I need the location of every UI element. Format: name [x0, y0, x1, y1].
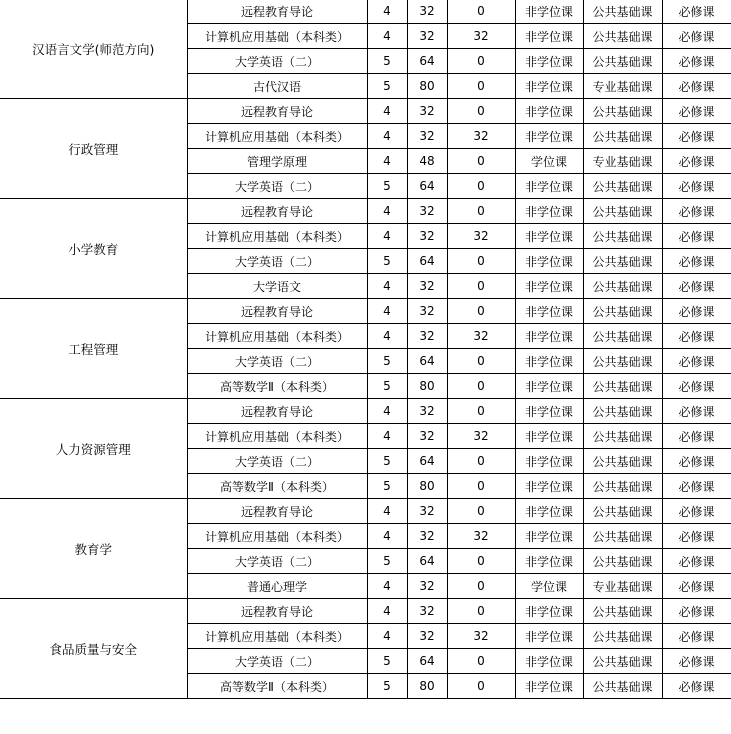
course-name-cell: 远程教育导论 — [187, 499, 367, 524]
course-category-cell: 公共基础课 — [583, 224, 662, 249]
course-name-cell: 计算机应用基础（本科类） — [187, 24, 367, 49]
course-category-cell: 公共基础课 — [583, 299, 662, 324]
course-category-cell: 专业基础课 — [583, 149, 662, 174]
hours-cell: 80 — [407, 374, 447, 399]
degree-type-cell: 非学位课 — [515, 674, 583, 699]
major-name-cell: 人力资源管理 — [0, 399, 187, 499]
requirement-cell: 必修课 — [662, 424, 731, 449]
course-name-cell: 大学语文 — [187, 274, 367, 299]
hours-cell: 80 — [407, 74, 447, 99]
requirement-cell: 必修课 — [662, 449, 731, 474]
credits-cell: 4 — [367, 499, 407, 524]
lab-hours-cell: 32 — [447, 524, 515, 549]
hours-cell: 32 — [407, 324, 447, 349]
degree-type-cell: 非学位课 — [515, 299, 583, 324]
requirement-cell: 必修课 — [662, 299, 731, 324]
course-name-cell: 计算机应用基础（本科类） — [187, 524, 367, 549]
requirement-cell: 必修课 — [662, 49, 731, 74]
hours-cell: 32 — [407, 599, 447, 624]
credits-cell: 4 — [367, 274, 407, 299]
lab-hours-cell: 0 — [447, 549, 515, 574]
credits-cell: 4 — [367, 599, 407, 624]
degree-type-cell: 非学位课 — [515, 374, 583, 399]
lab-hours-cell: 0 — [447, 374, 515, 399]
requirement-cell: 必修课 — [662, 149, 731, 174]
table-row — [0, 199, 731, 224]
course-category-cell: 专业基础课 — [583, 74, 662, 99]
hours-cell: 32 — [407, 0, 447, 24]
course-name-cell: 大学英语（二） — [187, 449, 367, 474]
hours-cell: 48 — [407, 149, 447, 174]
lab-hours-cell: 0 — [447, 474, 515, 499]
course-name-cell: 计算机应用基础（本科类） — [187, 124, 367, 149]
requirement-cell: 必修课 — [662, 599, 731, 624]
course-category-cell: 公共基础课 — [583, 624, 662, 649]
degree-type-cell: 非学位课 — [515, 274, 583, 299]
table-row — [0, 0, 731, 24]
hours-cell: 32 — [407, 299, 447, 324]
course-name-cell: 高等数学Ⅱ（本科类） — [187, 474, 367, 499]
hours-cell: 32 — [407, 399, 447, 424]
course-name-cell: 远程教育导论 — [187, 199, 367, 224]
credits-cell: 4 — [367, 399, 407, 424]
degree-type-cell: 非学位课 — [515, 199, 583, 224]
requirement-cell: 必修课 — [662, 674, 731, 699]
lab-hours-cell: 0 — [447, 249, 515, 274]
credits-cell: 4 — [367, 624, 407, 649]
requirement-cell: 必修课 — [662, 349, 731, 374]
credits-cell: 5 — [367, 349, 407, 374]
credits-cell: 4 — [367, 224, 407, 249]
course-category-cell: 公共基础课 — [583, 524, 662, 549]
credits-cell: 5 — [367, 649, 407, 674]
degree-type-cell: 非学位课 — [515, 649, 583, 674]
lab-hours-cell: 0 — [447, 649, 515, 674]
degree-type-cell: 非学位课 — [515, 599, 583, 624]
course-category-cell: 公共基础课 — [583, 374, 662, 399]
lab-hours-cell: 32 — [447, 624, 515, 649]
credits-cell: 4 — [367, 99, 407, 124]
requirement-cell: 必修课 — [662, 474, 731, 499]
course-name-cell: 大学英语（二） — [187, 249, 367, 274]
lab-hours-cell: 0 — [447, 149, 515, 174]
course-name-cell: 远程教育导论 — [187, 299, 367, 324]
degree-type-cell: 非学位课 — [515, 324, 583, 349]
course-name-cell: 远程教育导论 — [187, 0, 367, 24]
major-name-cell: 行政管理 — [0, 99, 187, 199]
major-name-cell: 小学教育 — [0, 199, 187, 299]
credits-cell: 5 — [367, 549, 407, 574]
course-name-cell: 计算机应用基础（本科类） — [187, 624, 367, 649]
requirement-cell: 必修课 — [662, 499, 731, 524]
requirement-cell: 必修课 — [662, 649, 731, 674]
major-name-cell: 工程管理 — [0, 299, 187, 399]
course-name-cell: 远程教育导论 — [187, 599, 367, 624]
degree-type-cell: 学位课 — [515, 149, 583, 174]
requirement-cell: 必修课 — [662, 0, 731, 24]
course-name-cell: 高等数学Ⅱ（本科类） — [187, 374, 367, 399]
credits-cell: 5 — [367, 74, 407, 99]
hours-cell: 32 — [407, 499, 447, 524]
credits-cell: 5 — [367, 249, 407, 274]
credits-cell: 5 — [367, 674, 407, 699]
credits-cell: 5 — [367, 374, 407, 399]
major-name-cell: 教育学 — [0, 499, 187, 599]
course-category-cell: 公共基础课 — [583, 549, 662, 574]
hours-cell: 64 — [407, 549, 447, 574]
credits-cell: 4 — [367, 574, 407, 599]
hours-cell: 32 — [407, 124, 447, 149]
course-name-cell: 大学英语（二） — [187, 349, 367, 374]
course-category-cell: 公共基础课 — [583, 99, 662, 124]
course-name-cell: 大学英语（二） — [187, 549, 367, 574]
credits-cell: 4 — [367, 124, 407, 149]
course-category-cell: 公共基础课 — [583, 424, 662, 449]
course-category-cell: 公共基础课 — [583, 474, 662, 499]
lab-hours-cell: 32 — [447, 324, 515, 349]
table-row — [0, 99, 731, 124]
degree-type-cell: 非学位课 — [515, 624, 583, 649]
course-name-cell: 计算机应用基础（本科类） — [187, 224, 367, 249]
requirement-cell: 必修课 — [662, 374, 731, 399]
requirement-cell: 必修课 — [662, 224, 731, 249]
lab-hours-cell: 0 — [447, 449, 515, 474]
degree-type-cell: 非学位课 — [515, 49, 583, 74]
lab-hours-cell: 0 — [447, 399, 515, 424]
lab-hours-cell: 0 — [447, 574, 515, 599]
hours-cell: 80 — [407, 674, 447, 699]
lab-hours-cell: 0 — [447, 49, 515, 74]
lab-hours-cell: 32 — [447, 24, 515, 49]
major-name-cell: 食品质量与安全 — [0, 599, 187, 699]
degree-type-cell: 非学位课 — [515, 474, 583, 499]
hours-cell: 32 — [407, 199, 447, 224]
lab-hours-cell: 0 — [447, 0, 515, 24]
requirement-cell: 必修课 — [662, 249, 731, 274]
degree-type-cell: 非学位课 — [515, 524, 583, 549]
credits-cell: 4 — [367, 524, 407, 549]
course-category-cell: 公共基础课 — [583, 124, 662, 149]
degree-type-cell: 非学位课 — [515, 499, 583, 524]
degree-type-cell: 非学位课 — [515, 424, 583, 449]
lab-hours-cell: 0 — [447, 299, 515, 324]
degree-type-cell: 非学位课 — [515, 24, 583, 49]
hours-cell: 32 — [407, 424, 447, 449]
course-name-cell: 大学英语（二） — [187, 174, 367, 199]
table-row — [0, 599, 731, 624]
degree-type-cell: 非学位课 — [515, 249, 583, 274]
course-category-cell: 公共基础课 — [583, 0, 662, 24]
lab-hours-cell: 0 — [447, 174, 515, 199]
course-name-cell: 大学英语（二） — [187, 649, 367, 674]
credits-cell: 4 — [367, 24, 407, 49]
hours-cell: 64 — [407, 249, 447, 274]
hours-cell: 32 — [407, 24, 447, 49]
credits-cell: 4 — [367, 0, 407, 24]
hours-cell: 32 — [407, 624, 447, 649]
degree-type-cell: 非学位课 — [515, 0, 583, 24]
requirement-cell: 必修课 — [662, 574, 731, 599]
lab-hours-cell: 32 — [447, 124, 515, 149]
course-category-cell: 公共基础课 — [583, 199, 662, 224]
degree-type-cell: 非学位课 — [515, 99, 583, 124]
lab-hours-cell: 0 — [447, 674, 515, 699]
table-row — [0, 399, 731, 424]
course-category-cell: 公共基础课 — [583, 174, 662, 199]
degree-type-cell: 非学位课 — [515, 549, 583, 574]
course-category-cell: 公共基础课 — [583, 274, 662, 299]
requirement-cell: 必修课 — [662, 199, 731, 224]
lab-hours-cell: 32 — [447, 224, 515, 249]
degree-type-cell: 非学位课 — [515, 399, 583, 424]
credits-cell: 5 — [367, 474, 407, 499]
hours-cell: 64 — [407, 449, 447, 474]
course-name-cell: 计算机应用基础（本科类） — [187, 424, 367, 449]
hours-cell: 80 — [407, 474, 447, 499]
degree-type-cell: 非学位课 — [515, 174, 583, 199]
course-category-cell: 公共基础课 — [583, 24, 662, 49]
course-name-cell: 管理学原理 — [187, 149, 367, 174]
credits-cell: 4 — [367, 424, 407, 449]
lab-hours-cell: 0 — [447, 74, 515, 99]
requirement-cell: 必修课 — [662, 99, 731, 124]
credits-cell: 4 — [367, 149, 407, 174]
requirement-cell: 必修课 — [662, 324, 731, 349]
credits-cell: 5 — [367, 174, 407, 199]
course-name-cell: 远程教育导论 — [187, 399, 367, 424]
requirement-cell: 必修课 — [662, 274, 731, 299]
course-category-cell: 公共基础课 — [583, 649, 662, 674]
degree-type-cell: 学位课 — [515, 574, 583, 599]
course-category-cell: 公共基础课 — [583, 599, 662, 624]
requirement-cell: 必修课 — [662, 524, 731, 549]
degree-type-cell: 非学位课 — [515, 74, 583, 99]
course-category-cell: 公共基础课 — [583, 399, 662, 424]
requirement-cell: 必修课 — [662, 174, 731, 199]
lab-hours-cell: 0 — [447, 99, 515, 124]
course-name-cell: 大学英语（二） — [187, 49, 367, 74]
degree-type-cell: 非学位课 — [515, 124, 583, 149]
requirement-cell: 必修课 — [662, 399, 731, 424]
requirement-cell: 必修课 — [662, 549, 731, 574]
hours-cell: 64 — [407, 349, 447, 374]
lab-hours-cell: 32 — [447, 424, 515, 449]
course-category-cell: 公共基础课 — [583, 324, 662, 349]
course-name-cell: 远程教育导论 — [187, 99, 367, 124]
lab-hours-cell: 0 — [447, 274, 515, 299]
credits-cell: 5 — [367, 449, 407, 474]
lab-hours-cell: 0 — [447, 499, 515, 524]
requirement-cell: 必修课 — [662, 74, 731, 99]
credits-cell: 5 — [367, 49, 407, 74]
credits-cell: 4 — [367, 324, 407, 349]
credits-cell: 4 — [367, 199, 407, 224]
course-category-cell: 公共基础课 — [583, 499, 662, 524]
course-category-cell: 公共基础课 — [583, 349, 662, 374]
credits-cell: 4 — [367, 299, 407, 324]
hours-cell: 64 — [407, 49, 447, 74]
lab-hours-cell: 0 — [447, 349, 515, 374]
degree-type-cell: 非学位课 — [515, 224, 583, 249]
course-category-cell: 专业基础课 — [583, 574, 662, 599]
course-category-cell: 公共基础课 — [583, 449, 662, 474]
course-name-cell: 计算机应用基础（本科类） — [187, 324, 367, 349]
requirement-cell: 必修课 — [662, 124, 731, 149]
table-row — [0, 499, 731, 524]
hours-cell: 32 — [407, 99, 447, 124]
degree-type-cell: 非学位课 — [515, 449, 583, 474]
major-name-cell: 汉语言文学(师范方向) — [0, 0, 187, 99]
course-name-cell: 高等数学Ⅱ（本科类） — [187, 674, 367, 699]
lab-hours-cell: 0 — [447, 199, 515, 224]
requirement-cell: 必修课 — [662, 24, 731, 49]
hours-cell: 64 — [407, 174, 447, 199]
course-category-cell: 公共基础课 — [583, 49, 662, 74]
lab-hours-cell: 0 — [447, 599, 515, 624]
degree-type-cell: 非学位课 — [515, 349, 583, 374]
course-category-cell: 公共基础课 — [583, 674, 662, 699]
requirement-cell: 必修课 — [662, 624, 731, 649]
course-name-cell: 普通心理学 — [187, 574, 367, 599]
hours-cell: 32 — [407, 574, 447, 599]
hours-cell: 32 — [407, 524, 447, 549]
course-name-cell: 古代汉语 — [187, 74, 367, 99]
hours-cell: 32 — [407, 224, 447, 249]
course-category-cell: 公共基础课 — [583, 249, 662, 274]
table-row — [0, 299, 731, 324]
hours-cell: 64 — [407, 649, 447, 674]
hours-cell: 32 — [407, 274, 447, 299]
